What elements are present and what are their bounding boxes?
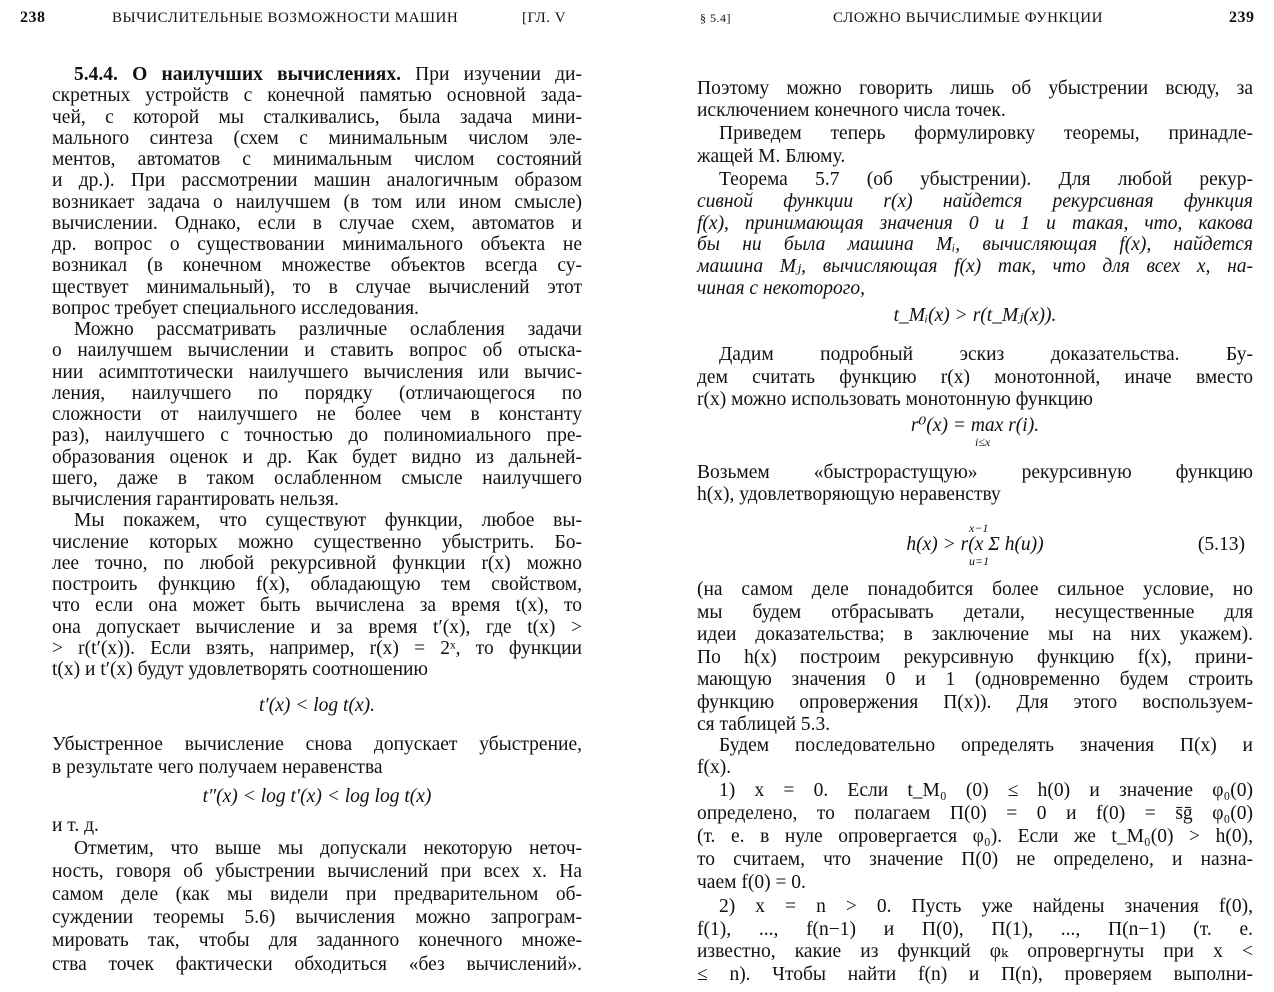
line-text: раз), наилучшего с точностью до полиномиального пре- bbox=[52, 425, 582, 447]
line-text: суждении теоремы 5.6) вычисления можно запрограм- bbox=[52, 907, 582, 928]
text-line bbox=[697, 647, 1253, 669]
line-text: > r(t′(x)). Если взять, например, r(x) = 2ˣ, то функции bbox=[52, 637, 582, 659]
text-line bbox=[52, 907, 582, 929]
text-line bbox=[697, 78, 1253, 100]
text-line bbox=[697, 757, 1253, 779]
text-line bbox=[697, 941, 1253, 963]
line-text: сивной функции r(x) найдется рекурсивная функция bbox=[697, 190, 1253, 212]
text-line bbox=[697, 872, 1253, 894]
line-text: ся таблицей 5.3. bbox=[697, 714, 831, 735]
line-text: то считаем, что значение П(0) не определено, и назна- bbox=[697, 849, 1253, 870]
text-line bbox=[697, 256, 1253, 278]
line-text: вычисления гарантировать нельзя. bbox=[52, 489, 339, 510]
line-text: Убыстренное вычисление снова допускает убыстрение, bbox=[52, 734, 582, 755]
text-line bbox=[52, 404, 582, 426]
formula bbox=[697, 305, 1253, 327]
page-number: 238 bbox=[20, 9, 46, 26]
line-text: нии асимптотически наилучшего вычисления или вычис- bbox=[52, 361, 582, 383]
line-text: о наилучшем вычислении и ставить вопрос об отыска- bbox=[52, 340, 582, 362]
line-text: чей, с которой мы сталкивались, была задача мини- bbox=[52, 106, 582, 128]
text-line bbox=[52, 617, 582, 639]
text-line bbox=[52, 489, 582, 511]
text-line bbox=[697, 344, 1253, 366]
text-line bbox=[697, 669, 1253, 691]
text-line bbox=[697, 389, 1253, 411]
chapter-ref: [ГЛ. V bbox=[522, 10, 567, 26]
text-line bbox=[697, 191, 1253, 213]
running-title: СЛОЖНО ВЫЧИСЛИМЫЕ ФУНКЦИИ bbox=[833, 10, 1103, 26]
text-line bbox=[52, 734, 582, 756]
line-text: По h(x) построим рекурсивную функцию f(x), прини- bbox=[697, 646, 1253, 668]
text-line bbox=[697, 714, 1253, 736]
line-text: исключением конечного числа точек. bbox=[697, 100, 1006, 121]
text-line bbox=[52, 425, 582, 447]
left-page bbox=[20, 0, 582, 992]
line-text: известно, какие из функций φₖ опровергнуты при x < bbox=[697, 941, 1253, 962]
line-text: жащей М. Блюму. bbox=[697, 146, 846, 167]
line-text: Можно рассматривать различные ослабления задачи bbox=[74, 319, 582, 340]
line-text: идеи доказательства; в заключение мы на них укажем). bbox=[697, 624, 1253, 645]
text-line bbox=[697, 780, 1253, 802]
line-text: скретных устройств с конечной памятью основной зада- bbox=[52, 85, 582, 107]
line-text: h(x), удовлетворяющую неравенству bbox=[697, 484, 1001, 505]
text-line bbox=[697, 169, 1253, 191]
line-text: определено, то полагаем П(0) = 0 и f(0) = s̄ḡ φ₀(0) bbox=[697, 803, 1253, 824]
formula bbox=[697, 415, 1253, 449]
line-text: лее точно, по любой рекурсивной функции r(x) можно bbox=[52, 552, 582, 574]
text-line bbox=[697, 123, 1253, 145]
text-line bbox=[52, 757, 582, 779]
line-text: возникал (в конечном множестве объектов всегда су- bbox=[52, 255, 582, 277]
text-line bbox=[697, 919, 1253, 941]
text-line bbox=[52, 930, 582, 952]
line-text: При изучении ди- bbox=[415, 64, 582, 85]
text-line bbox=[52, 340, 582, 362]
formula bbox=[697, 521, 1253, 568]
section-ref: § 5.4] bbox=[700, 11, 731, 25]
text-line bbox=[52, 149, 582, 171]
text-line bbox=[697, 579, 1253, 601]
text-line bbox=[697, 213, 1253, 235]
line-text: чаем f(0) = 0. bbox=[697, 872, 806, 893]
line-text: бы ни была машина Mᵢ, вычисляющая f(x), найдется bbox=[697, 234, 1253, 256]
line-text: Дадим подробный эскиз доказательства. Бу- bbox=[719, 344, 1253, 365]
line-text: сложности от наилучшего не более чем в константу bbox=[52, 404, 582, 425]
text-line bbox=[52, 532, 582, 554]
line-text: что если она может быть вычислена за время t(x), то bbox=[52, 595, 582, 617]
line-text: вычислении. Однако, если в случае схем, автоматов и bbox=[52, 212, 582, 234]
line-text: ления, наилучшего по порядку (отличающегося по bbox=[52, 382, 582, 404]
line-text: возникает задача о наилучшем (в том или ином смысле) bbox=[52, 191, 582, 213]
text-line bbox=[697, 146, 1253, 168]
text-line bbox=[697, 826, 1253, 848]
line-text: 2) x = n > 0. Пусть уже найдены значения f(0), bbox=[719, 896, 1253, 917]
line-text: t_Mᵢ(x) > r(t_Mⱼ(x)). bbox=[893, 305, 1057, 326]
text-line bbox=[52, 884, 582, 906]
line-text: Возьмем «быстрорастущую» рекурсивную функцию bbox=[697, 462, 1253, 483]
text-line bbox=[52, 595, 582, 617]
text-line bbox=[697, 896, 1253, 918]
text-line bbox=[697, 100, 1253, 122]
line-text: Мы покажем, что существуют функции, любое вы- bbox=[74, 510, 582, 532]
formula-lower-limit: u=1 bbox=[969, 554, 990, 568]
line-text: f(x), принимающая значения 0 и 1 и такая, что, какова bbox=[697, 212, 1253, 234]
line-text: Приведем теперь формулировку теоремы, принадле- bbox=[719, 123, 1253, 144]
line-text: Будем последовательно определять значения П(x) и bbox=[719, 735, 1253, 756]
line-text: ства точек фактически обходиться «без вычислений». bbox=[52, 954, 582, 975]
line-text: и др.). При рассмотрении машин аналогичным образом bbox=[52, 170, 582, 192]
formula-upper-limit: x−1 bbox=[969, 521, 989, 535]
text-line bbox=[52, 553, 582, 575]
text-line bbox=[52, 468, 582, 490]
line-text: ≤ n). Чтобы найти f(n) и П(n), проверяем выполни- bbox=[697, 964, 1253, 985]
line-text: машина Mⱼ, вычисляющая f(x) так, что для всех x, на- bbox=[697, 256, 1253, 278]
line-text: мающую значения 0 и 1 (одновременно будем строить bbox=[697, 669, 1253, 690]
text-line bbox=[52, 192, 582, 214]
text-line bbox=[52, 277, 582, 299]
text-line bbox=[52, 107, 582, 129]
text-line bbox=[52, 838, 582, 860]
line-text: вопрос требует специального исследования. bbox=[52, 297, 419, 319]
line-text: дем считать функцию r(x) монотонной, иначе вместо bbox=[697, 367, 1253, 388]
text-line bbox=[697, 462, 1253, 484]
line-text: др. вопрос о существовании минимального объекта не bbox=[52, 234, 582, 255]
line-text: в результате чего получаем неравенства bbox=[52, 757, 383, 778]
line-text: ность, говоря об убыстрении вычислений при всех x. На bbox=[52, 861, 582, 882]
text-line bbox=[52, 255, 582, 277]
line-text: ществует минимальный), то в случае вычислений этот bbox=[52, 276, 582, 298]
line-text: мального синтеза (схем с минимальным числом эле- bbox=[52, 127, 582, 149]
text-line bbox=[52, 659, 582, 681]
line-text: мировать так, чтобы для заданного конечного множе- bbox=[52, 930, 582, 951]
text-line bbox=[697, 849, 1253, 871]
line-text: ментов, автоматов с минимальным числом состояний bbox=[52, 149, 582, 170]
text-line bbox=[52, 298, 582, 320]
line-text: она допускает вычисление и за время t′(x), где t(x) > bbox=[52, 616, 582, 638]
text-line bbox=[697, 602, 1253, 624]
text-line bbox=[52, 234, 582, 256]
running-title: ВЫЧИСЛИТЕЛЬНЫЕ ВОЗМОЖНОСТИ МАШИН bbox=[112, 10, 459, 26]
text-line bbox=[52, 510, 582, 532]
line-text: f(1), ..., f(n−1) и П(0), П(1), ..., П(n−1) (т. е. bbox=[697, 919, 1253, 940]
text-line bbox=[52, 861, 582, 883]
line-text: h(x) > r(x Σ h(u)) bbox=[906, 534, 1044, 555]
line-text: r⁰(x) = max r(i). bbox=[910, 415, 1040, 436]
line-text: (на самом деле понадобится более сильное условие, но bbox=[697, 579, 1253, 600]
text-line bbox=[697, 484, 1253, 506]
text-line bbox=[52, 383, 582, 405]
text-line bbox=[52, 213, 582, 235]
formula-lower-limit: i≤x bbox=[975, 435, 991, 449]
line-text: самом деле (как мы видели при предварительном об- bbox=[52, 884, 582, 905]
equation-number: (5.13) bbox=[1197, 534, 1245, 555]
right-page bbox=[697, 0, 1253, 992]
line-text: (т. е. в нуле опровергается φ₀). Если же t_M₀(0) > h(0), bbox=[697, 826, 1253, 847]
line-text: чиная с некоторого, bbox=[697, 278, 865, 299]
text-line bbox=[52, 319, 582, 341]
text-line bbox=[52, 574, 582, 596]
line-text: числение которых можно существенно убыстрить. Бо- bbox=[52, 531, 582, 553]
text-line bbox=[52, 815, 582, 837]
line-text: 1) x = 0. Если t_M₀ (0) ≤ h(0) и значение φ₀(0) bbox=[719, 780, 1253, 801]
text-line bbox=[697, 278, 1253, 300]
text-line bbox=[52, 64, 582, 86]
text-line bbox=[697, 692, 1253, 714]
line-text: r(x) можно использовать монотонную функцию bbox=[697, 389, 1093, 410]
line-text: функцию опровержения П(x)). Для этого воспользуем- bbox=[697, 691, 1253, 713]
text-line bbox=[697, 735, 1253, 757]
text-line bbox=[52, 362, 582, 384]
formula bbox=[52, 786, 582, 808]
text-line bbox=[697, 234, 1253, 256]
line-text: шего, даже в таком ослабленном смысле наилучшего bbox=[52, 467, 582, 489]
line-text: построить функцию f(x), обладающую тем свойством, bbox=[52, 574, 582, 595]
line-text: Теорема 5.7 (об убыстрении). Для любой рекур- bbox=[719, 169, 1253, 190]
text-line bbox=[697, 367, 1253, 389]
line-text: и т. д. bbox=[52, 815, 99, 836]
text-line bbox=[52, 447, 582, 469]
text-line bbox=[697, 624, 1253, 646]
line-text: Поэтому можно говорить лишь об убыстрении всюду, за bbox=[697, 78, 1253, 99]
line-text: образования оценок и др. Как будет видно из дальней- bbox=[52, 446, 582, 468]
line-text: t′(x) < log t(x). bbox=[259, 695, 375, 716]
text-line bbox=[697, 803, 1253, 825]
line-text: мы будем отбрасывать детали, несущественные для bbox=[697, 601, 1253, 623]
formula bbox=[52, 695, 582, 717]
page-number: 239 bbox=[1229, 9, 1255, 26]
text-line bbox=[52, 170, 582, 192]
text-line bbox=[697, 964, 1253, 986]
line-text: f(x). bbox=[697, 757, 732, 778]
text-line bbox=[52, 954, 582, 976]
text-line bbox=[52, 128, 582, 150]
line-text: t(x) и t′(x) будут удовлетворять соотношению bbox=[52, 659, 429, 680]
text-line bbox=[52, 85, 582, 107]
line-text: Отметим, что выше мы допускали некоторую неточ- bbox=[74, 838, 582, 859]
text-line bbox=[52, 638, 582, 660]
line-text: t″(x) < log t′(x) < log log t(x) bbox=[202, 786, 432, 807]
section-heading: 5.4.4. О наилучших вычислениях. bbox=[74, 64, 416, 85]
